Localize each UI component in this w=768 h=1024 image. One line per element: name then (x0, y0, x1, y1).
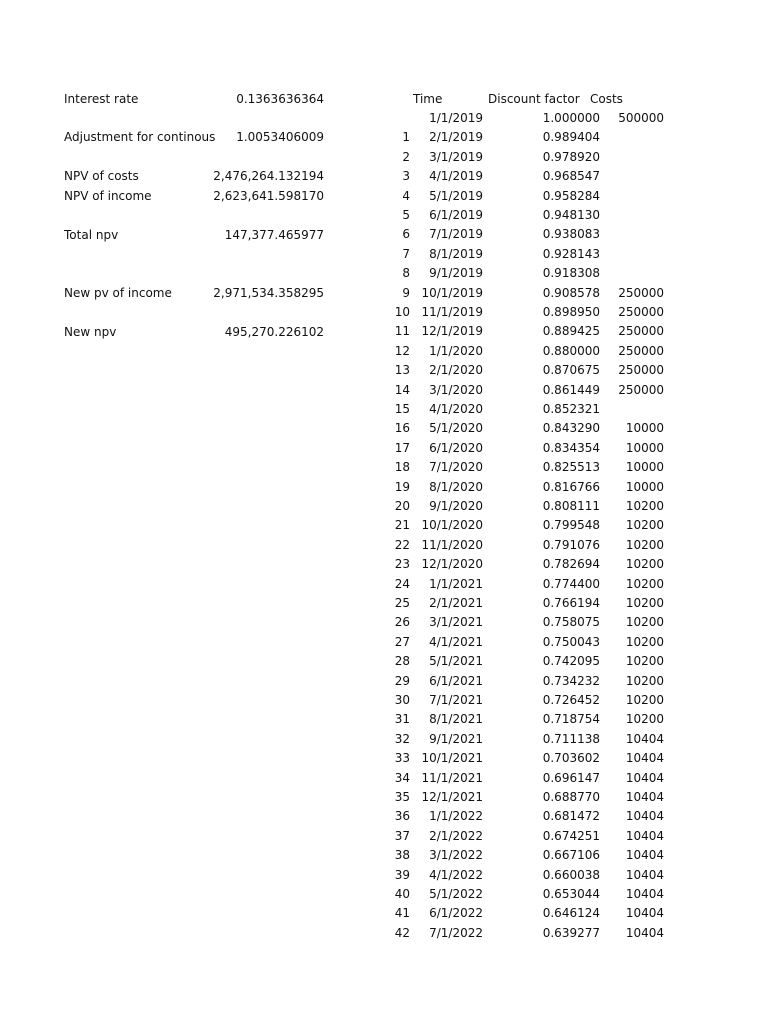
table-row (380, 594, 680, 613)
row-discount-factor: 0.726452 (542, 693, 600, 707)
table-row (380, 264, 680, 283)
table-row (380, 303, 680, 322)
table-row (380, 284, 680, 303)
table-row (380, 187, 680, 206)
row-date: 7/1/2019 (429, 227, 483, 242)
row-index: 6 (402, 227, 410, 242)
summary-label: NPV of costs (64, 169, 139, 183)
table-row (380, 109, 680, 128)
row-cost: 10200 (625, 499, 664, 513)
row-discount-factor: 0.938083 (542, 227, 600, 242)
table-row (380, 730, 680, 749)
row-index: 30 (394, 693, 410, 707)
row-cost: 10200 (625, 634, 664, 649)
row-index: 9 (402, 285, 410, 300)
table-row (380, 633, 680, 652)
row-cost: 250000 (618, 382, 664, 397)
row-cost: 10200 (625, 693, 664, 707)
row-date: 2/1/2021 (429, 596, 483, 610)
row-discount-factor: 1.000000 (542, 111, 600, 125)
table-row (380, 342, 680, 361)
row-date: 6/1/2019 (429, 208, 483, 222)
row-discount-factor: 0.958284 (542, 188, 600, 203)
row-cost: 10200 (625, 596, 664, 610)
row-date: 4/1/2020 (429, 402, 483, 416)
row-discount-factor: 0.808111 (542, 499, 600, 513)
row-date: 8/1/2019 (429, 246, 483, 261)
row-date: 10/1/2021 (421, 751, 483, 766)
row-discount-factor: 0.918308 (542, 266, 600, 281)
row-index: 8 (402, 266, 410, 281)
table-row (380, 458, 680, 477)
row-discount-factor: 0.978920 (542, 149, 600, 164)
summary-value: 0.1363636364 (236, 92, 324, 106)
table-row (380, 691, 680, 710)
row-date: 2/1/2019 (429, 130, 483, 145)
table-row (380, 381, 680, 400)
row-date: 3/1/2019 (429, 149, 483, 164)
table-row (380, 555, 680, 574)
row-index: 1 (402, 130, 410, 145)
summary-value: 1.0053406009 (236, 130, 324, 144)
table-row (380, 128, 680, 147)
row-cost: 10200 (625, 557, 664, 572)
row-date: 5/1/2022 (429, 887, 483, 901)
row-date: 4/1/2019 (429, 169, 483, 184)
row-index: 29 (394, 673, 410, 688)
row-index: 5 (402, 208, 410, 222)
row-cost: 10000 (625, 479, 664, 494)
table-row (380, 516, 680, 535)
row-index: 37 (394, 828, 410, 843)
row-date: 5/1/2021 (429, 654, 483, 669)
row-cost: 10404 (625, 770, 664, 785)
row-date: 1/1/2019 (429, 111, 483, 125)
table-row (380, 167, 680, 186)
summary-value: 495,270.226102 (224, 325, 324, 339)
row-discount-factor: 0.667106 (542, 848, 600, 863)
row-discount-factor: 0.653044 (542, 887, 600, 901)
row-date: 9/1/2021 (429, 731, 483, 746)
table-row (380, 575, 680, 594)
row-discount-factor: 0.989404 (542, 130, 600, 145)
row-date: 4/1/2022 (429, 867, 483, 882)
table-row (380, 710, 680, 729)
row-index: 40 (394, 887, 410, 901)
summary-label: Adjustment for continous (64, 130, 216, 144)
row-discount-factor: 0.968547 (542, 169, 600, 184)
row-cost: 10404 (625, 906, 664, 921)
row-discount-factor: 0.674251 (542, 828, 600, 843)
summary-label: NPV of income (64, 189, 152, 203)
row-discount-factor: 0.799548 (542, 518, 600, 533)
row-cost: 250000 (618, 305, 664, 319)
row-date: 8/1/2020 (429, 479, 483, 494)
row-index: 13 (394, 363, 410, 378)
table-row (380, 885, 680, 904)
row-index: 12 (394, 343, 410, 358)
summary-value: 2,971,534.358295 (213, 286, 324, 300)
row-discount-factor: 0.750043 (542, 634, 600, 649)
table-row (380, 807, 680, 826)
row-date: 6/1/2022 (429, 906, 483, 921)
row-cost: 10200 (625, 576, 664, 591)
row-discount-factor: 0.928143 (542, 246, 600, 261)
table-row (380, 749, 680, 768)
row-index: 3 (402, 169, 410, 184)
row-date: 4/1/2021 (429, 634, 483, 649)
table-row (380, 225, 680, 244)
row-discount-factor: 0.734232 (542, 673, 600, 688)
row-index: 41 (394, 906, 410, 921)
row-cost: 10200 (625, 615, 664, 630)
row-index: 34 (394, 770, 410, 785)
row-discount-factor: 0.889425 (542, 324, 600, 339)
row-index: 28 (394, 654, 410, 669)
row-cost: 10200 (625, 712, 664, 727)
row-index: 38 (394, 848, 410, 863)
table-row (380, 846, 680, 865)
row-cost: 10200 (625, 654, 664, 669)
row-index: 35 (394, 790, 410, 804)
row-discount-factor: 0.758075 (542, 615, 600, 630)
header-time: Time (413, 92, 443, 106)
row-index: 20 (394, 499, 410, 513)
row-cost: 10000 (625, 440, 664, 455)
row-index: 42 (394, 925, 410, 940)
row-discount-factor: 0.948130 (542, 208, 600, 222)
table-row (380, 866, 680, 885)
row-discount-factor: 0.791076 (542, 537, 600, 552)
row-date: 9/1/2020 (429, 499, 483, 513)
row-discount-factor: 0.825513 (542, 460, 600, 475)
table-row (380, 769, 680, 788)
row-cost: 10404 (625, 925, 664, 940)
row-date: 12/1/2021 (421, 790, 483, 804)
row-index: 17 (394, 440, 410, 455)
header-discount-factor: Discount factor (488, 92, 580, 106)
table-row (380, 206, 680, 225)
summary-value: 2,476,264.132194 (213, 169, 324, 183)
row-index: 4 (402, 188, 410, 203)
row-discount-factor: 0.834354 (542, 440, 600, 455)
row-index: 19 (394, 479, 410, 494)
row-discount-factor: 0.774400 (542, 576, 600, 591)
row-discount-factor: 0.908578 (542, 285, 600, 300)
row-date: 10/1/2019 (421, 285, 483, 300)
row-discount-factor: 0.898950 (542, 305, 600, 319)
row-index: 15 (394, 402, 410, 416)
row-index: 2 (402, 149, 410, 164)
row-cost: 10404 (625, 887, 664, 901)
row-cost: 10404 (625, 731, 664, 746)
row-date: 5/1/2020 (429, 421, 483, 436)
summary-label: New pv of income (64, 286, 172, 300)
row-index: 21 (394, 518, 410, 533)
row-index: 32 (394, 731, 410, 746)
row-date: 11/1/2020 (421, 537, 483, 552)
row-index: 33 (394, 751, 410, 766)
row-date: 12/1/2020 (421, 557, 483, 572)
row-discount-factor: 0.711138 (542, 731, 600, 746)
row-index: 18 (394, 460, 410, 475)
row-cost: 10000 (625, 421, 664, 436)
table-row (380, 148, 680, 167)
row-cost: 10404 (625, 828, 664, 843)
row-discount-factor: 0.816766 (542, 479, 600, 494)
row-discount-factor: 0.782694 (542, 557, 600, 572)
row-index: 25 (394, 596, 410, 610)
row-date: 7/1/2020 (429, 460, 483, 475)
row-index: 7 (402, 246, 410, 261)
row-date: 1/1/2020 (429, 343, 483, 358)
row-index: 11 (394, 324, 410, 339)
table-row (380, 322, 680, 341)
row-cost: 10404 (625, 751, 664, 766)
row-discount-factor: 0.718754 (542, 712, 600, 727)
row-cost: 10200 (625, 537, 664, 552)
row-index: 14 (394, 382, 410, 397)
row-date: 6/1/2020 (429, 440, 483, 455)
row-date: 7/1/2022 (429, 925, 483, 940)
row-discount-factor: 0.688770 (542, 790, 600, 804)
row-discount-factor: 0.870675 (542, 363, 600, 378)
row-cost: 10404 (625, 867, 664, 882)
summary-value: 2,623,641.598170 (213, 189, 324, 203)
row-index: 24 (394, 576, 410, 591)
row-discount-factor: 0.681472 (542, 809, 600, 824)
header-costs: Costs (590, 92, 623, 106)
row-date: 8/1/2021 (429, 712, 483, 727)
table-row (380, 788, 680, 807)
row-index: 39 (394, 867, 410, 882)
row-date: 5/1/2019 (429, 188, 483, 203)
row-index: 26 (394, 615, 410, 630)
row-cost: 250000 (618, 363, 664, 378)
summary-value: 147,377.465977 (224, 228, 324, 242)
row-date: 7/1/2021 (429, 693, 483, 707)
table-row (380, 672, 680, 691)
row-cost: 10200 (625, 673, 664, 688)
row-date: 12/1/2019 (421, 324, 483, 339)
row-discount-factor: 0.852321 (542, 402, 600, 416)
row-discount-factor: 0.703602 (542, 751, 600, 766)
summary-label: Interest rate (64, 92, 139, 106)
table-row (380, 497, 680, 516)
row-discount-factor: 0.766194 (542, 596, 600, 610)
row-date: 9/1/2019 (429, 266, 483, 281)
table-row (380, 419, 680, 438)
table-row (380, 827, 680, 846)
row-cost: 10404 (625, 790, 664, 804)
row-date: 3/1/2021 (429, 615, 483, 630)
row-cost: 10404 (625, 848, 664, 863)
row-cost: 250000 (618, 285, 664, 300)
table-row (380, 361, 680, 380)
row-date: 2/1/2022 (429, 828, 483, 843)
row-cost: 250000 (618, 324, 664, 339)
row-index: 23 (394, 557, 410, 572)
table-row (380, 478, 680, 497)
row-index: 27 (394, 634, 410, 649)
table-row (380, 536, 680, 555)
row-date: 1/1/2021 (429, 576, 483, 591)
row-date: 11/1/2019 (421, 305, 483, 319)
row-index: 16 (394, 421, 410, 436)
summary-label: Total npv (64, 228, 119, 242)
row-cost: 500000 (618, 111, 664, 125)
table-row (380, 652, 680, 671)
row-date: 1/1/2022 (429, 809, 483, 824)
table-row (380, 400, 680, 419)
row-cost: 10404 (625, 809, 664, 824)
row-discount-factor: 0.742095 (542, 654, 600, 669)
row-discount-factor: 0.646124 (542, 906, 600, 921)
row-cost: 10000 (625, 460, 664, 475)
row-cost: 250000 (618, 343, 664, 358)
table-row (380, 245, 680, 264)
row-date: 3/1/2022 (429, 848, 483, 863)
row-index: 36 (394, 809, 410, 824)
row-discount-factor: 0.843290 (542, 421, 600, 436)
row-discount-factor: 0.880000 (542, 343, 600, 358)
row-date: 10/1/2020 (421, 518, 483, 533)
row-index: 10 (394, 305, 410, 319)
row-date: 3/1/2020 (429, 382, 483, 397)
row-index: 22 (394, 537, 410, 552)
row-date: 2/1/2020 (429, 363, 483, 378)
table-row (380, 439, 680, 458)
row-date: 11/1/2021 (421, 770, 483, 785)
table-row (380, 904, 680, 923)
row-index: 31 (394, 712, 410, 727)
row-discount-factor: 0.696147 (542, 770, 600, 785)
table-row (380, 613, 680, 632)
summary-label: New npv (64, 325, 117, 339)
table-row (380, 924, 680, 943)
row-date: 6/1/2021 (429, 673, 483, 688)
row-cost: 10200 (625, 518, 664, 533)
row-discount-factor: 0.639277 (542, 925, 600, 940)
row-discount-factor: 0.660038 (542, 867, 600, 882)
row-discount-factor: 0.861449 (542, 382, 600, 397)
